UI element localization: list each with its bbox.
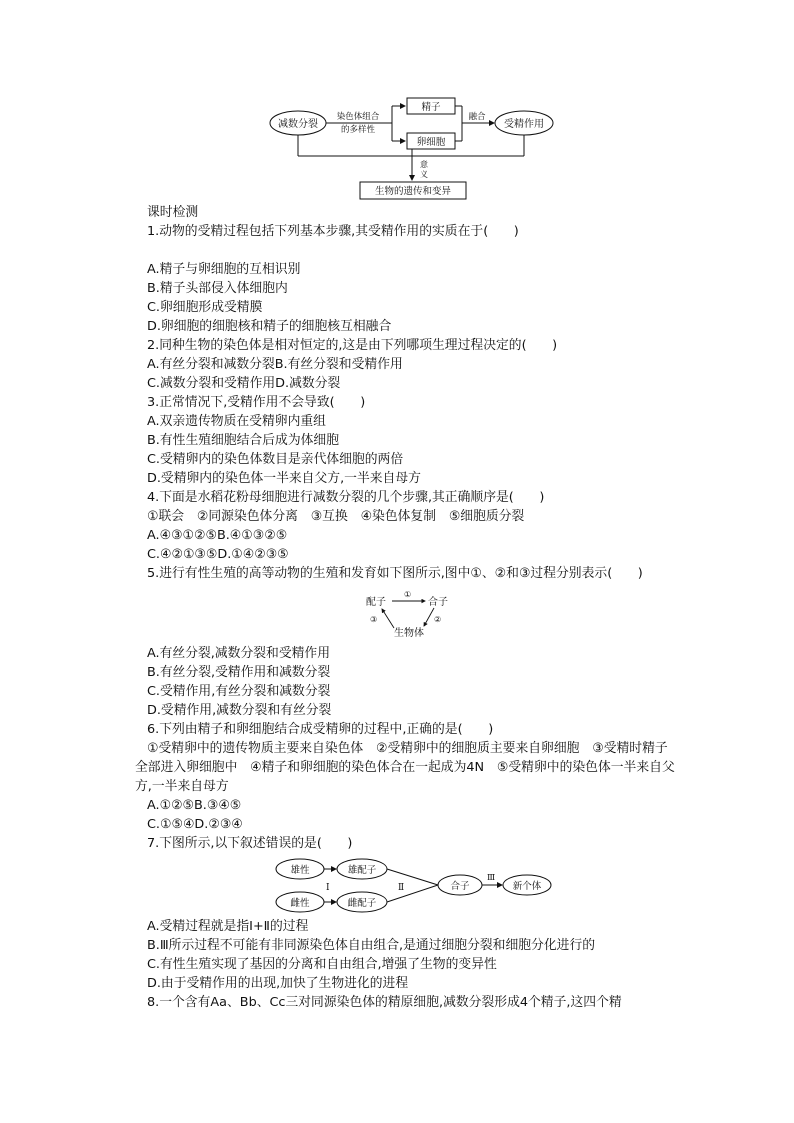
q6-options-1: A.①②⑤B.③④⑤ xyxy=(147,798,242,813)
q3-option-d: D.受精卵内的染色体一半来自父方,一半来自母方 xyxy=(147,471,421,486)
fertilization-flow-diagram xyxy=(270,855,560,915)
meaning-label-1: 意 xyxy=(420,160,428,169)
question-block-main xyxy=(147,260,687,583)
q5-option-b: B.有丝分裂,受精作用和减数分裂 xyxy=(147,665,331,680)
q7-option-d: D.由于受精作用的出现,加快了生物进化的进程 xyxy=(147,976,409,991)
q3-stem: 3.正常情况下,受精作用不会导致( ) xyxy=(147,395,366,410)
q4-stem: 4.下面是水稻花粉母细胞进行减数分裂的几个步骤,其正确顺序是( ) xyxy=(147,490,545,505)
fertilization-label: 受精作用 xyxy=(504,119,544,130)
q4-options-1: A.④③①②⑤B.④①③②⑤ xyxy=(147,528,288,543)
q3-option-c: C.受精卵内的染色体数目是亲代体细胞的两倍 xyxy=(147,452,404,467)
q6-options-2: C.①⑤④D.②③④ xyxy=(147,817,243,832)
sperm-label: 精子 xyxy=(421,102,441,113)
q1-option-d: D.卵细胞的细胞核和精子的细胞核互相融合 xyxy=(147,319,392,334)
section-block-1 xyxy=(147,203,687,241)
q7-option-c: C.有性生殖实现了基因的分离和自由组合,增强了生物的变异性 xyxy=(147,957,497,972)
q6-statements xyxy=(135,739,677,796)
q5-option-c: C.受精作用,有丝分裂和减数分裂 xyxy=(147,684,331,699)
zygote-label: 合子 xyxy=(428,597,448,608)
q1-option-a: A.精子与卵细胞的互相识别 xyxy=(147,262,301,277)
arrow-label-2: ② xyxy=(434,615,442,624)
egg-label: 卵细胞 xyxy=(416,137,446,148)
q7-stem: 7.下图所示,以下叙述错误的是( ) xyxy=(147,836,353,851)
q5-option-a: A.有丝分裂,减数分裂和受精作用 xyxy=(147,646,331,661)
step-2-label: Ⅱ xyxy=(398,883,405,893)
new-individual-label: 新个体 xyxy=(512,881,542,892)
organism-label: 生物体 xyxy=(394,628,424,639)
step-1-label: Ⅰ xyxy=(326,883,330,893)
q6-statements-text: ①受精卵中的遗传物质主要来自染色体 ②受精卵中的细胞质主要来自卵细胞 ③受精时精子全部进入卵细胞中 ④精子和卵细胞的染色体合在一起成为4N ⑤受精卵中的染色体一半来自父方,一半来自母方 xyxy=(135,741,675,794)
female-gamete-label: 雌配子 xyxy=(347,898,377,909)
reproduction-cycle-diagram xyxy=(362,590,462,642)
q7-option-b: B.Ⅲ所示过程不可能有非同源染色体自由组合,是通过细胞分裂和细胞分化进行的 xyxy=(147,938,596,953)
q1-stem: 1.动物的受精过程包括下列基本步骤,其受精作用的实质在于( ) xyxy=(147,224,519,239)
female-label: 雌性 xyxy=(290,898,310,909)
q3-option-b: B.有性生殖细胞结合后成为体细胞 xyxy=(147,433,340,448)
q2-options-2: C.减数分裂和受精作用D.减数分裂 xyxy=(147,376,341,391)
q4-steps: ①联会 ②同源染色体分离 ③互换 ④染色体复制 ⑤细胞质分裂 xyxy=(147,509,525,524)
male-gamete-label: 雄配子 xyxy=(347,865,377,876)
question-block-lower xyxy=(147,644,687,739)
q5-stem: 5.进行有性生殖的高等动物的生殖和发育如下图所示,图中①、②和③过程分别表示( ) xyxy=(147,566,643,581)
concept-map-diagram xyxy=(262,96,562,204)
meaning-label-2: 义 xyxy=(420,170,428,179)
q7-option-a: A.受精过程就是指Ⅰ+Ⅱ的过程 xyxy=(147,919,309,934)
q2-stem: 2.同种生物的染色体是相对恒定的,这是由下列哪项生理过程决定的( ) xyxy=(147,338,558,353)
meiosis-label: 减数分裂 xyxy=(278,119,318,130)
q8-stem: 8.一个含有Aa、Bb、Cc三对同源染色体的精原细胞,减数分裂形成4个精子,这四个精 xyxy=(147,995,622,1010)
question-block-bottom xyxy=(147,917,687,1012)
q4-options-2: C.④②①③⑤D.①④②③⑤ xyxy=(147,547,289,562)
result-label: 生物的遗传和变异 xyxy=(374,186,452,197)
q5-option-d: D.受精作用,减数分裂和有丝分裂 xyxy=(147,703,332,718)
q1-option-c: C.卵细胞形成受精膜 xyxy=(147,300,263,315)
gamete-label: 配子 xyxy=(366,597,386,608)
q3-option-a: A.双亲遗传物质在受精卵内重组 xyxy=(147,414,326,429)
section-title: 课时检测 xyxy=(147,205,199,220)
zygote-label-fig3: 合子 xyxy=(450,881,470,892)
step-3-label: Ⅲ xyxy=(487,873,496,883)
arrow-label-1: ① xyxy=(404,590,412,599)
q6-stem: 6.下列由精子和卵细胞结合成受精卵的过程中,正确的是( ) xyxy=(147,722,494,737)
fusion-label: 融合 xyxy=(468,112,486,122)
arrow-label-3: ③ xyxy=(370,615,378,624)
q1-option-b: B.精子头部侵入体细胞内 xyxy=(147,281,288,296)
diversity-label-2: 的多样性 xyxy=(340,125,376,135)
q2-options-1: A.有丝分裂和减数分裂B.有丝分裂和受精作用 xyxy=(147,357,403,372)
diversity-label-1: 染色体组合 xyxy=(336,112,380,122)
q6-options-block xyxy=(147,796,687,853)
male-label: 雄性 xyxy=(290,865,310,876)
